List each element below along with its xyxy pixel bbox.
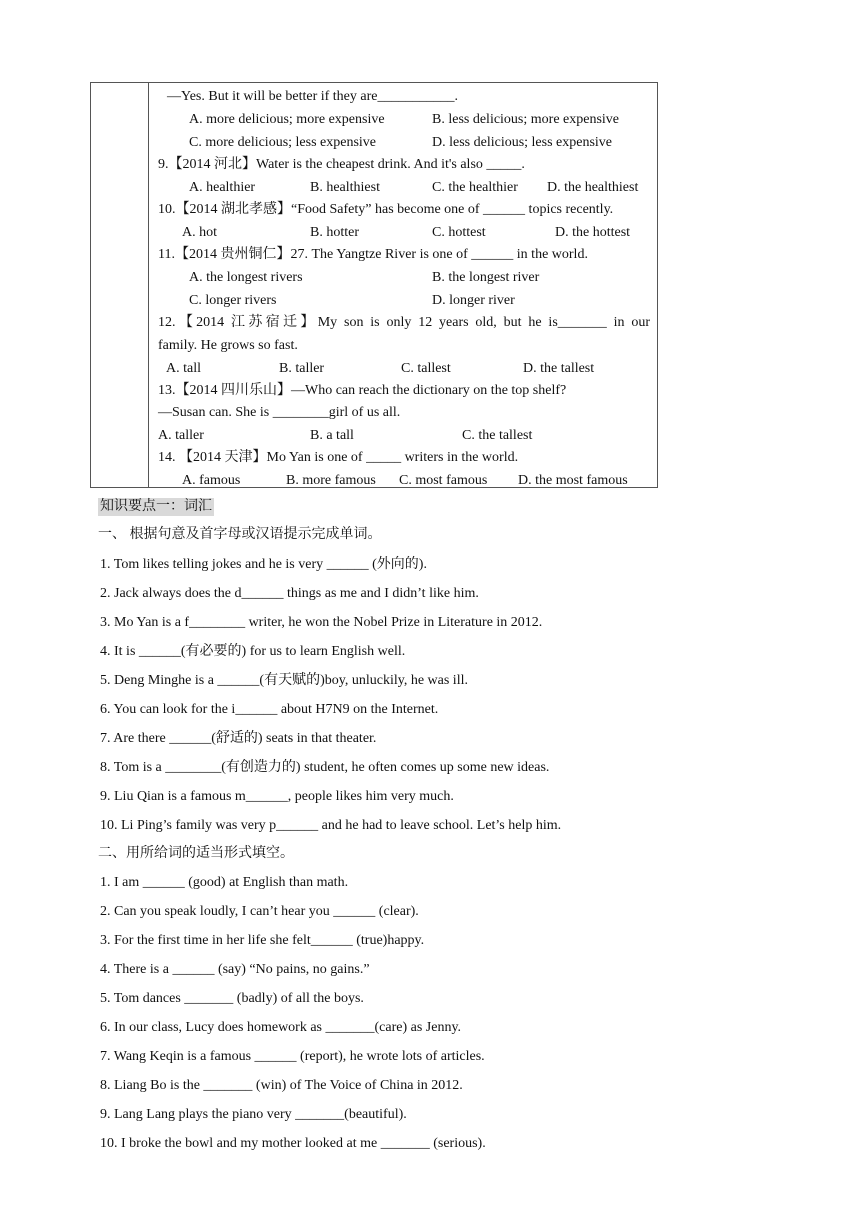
q14-option-c: C. most famous xyxy=(399,473,488,488)
part2-title: 二、用所给词的适当形式填空。 xyxy=(98,846,294,861)
list-item: 1. Tom likes telling jokes and he is very ______ (外向的). xyxy=(100,557,427,572)
list-item: 7. Are there ______(舒适的) seats in that theater. xyxy=(100,731,377,746)
q14-option-a: A. famous xyxy=(182,473,241,488)
q12-stem: 12.【2014 江苏宿迁】My son is only 12 years old, but he is_______ in our xyxy=(158,315,650,330)
q12-option-a: A. tall xyxy=(166,361,201,376)
list-item: 6. In our class, Lucy does homework as _______(care) as Jenny. xyxy=(100,1020,462,1035)
list-item: 2. Can you speak loudly, I can’t hear you ______ (clear). xyxy=(100,904,419,919)
list-item: 6. You can look for the i______ about H7N9 on the Internet. xyxy=(100,702,439,717)
q10-stem: 10.【2014 湖北孝感】“Food Safety” has become one of ______ topics recently. xyxy=(158,202,614,217)
q14-option-b: B. more famous xyxy=(286,473,376,488)
q11-option-d: D. longer river xyxy=(432,293,515,308)
list-item: 2. Jack always does the d______ things as me and I didn’t like him. xyxy=(100,586,479,601)
q10-option-a: A. hot xyxy=(182,225,217,240)
q12-option-b: B. taller xyxy=(279,361,325,376)
list-item: 7. Wang Keqin is a famous ______ (report), he wrote lots of articles. xyxy=(100,1049,485,1064)
q14-stem: 14. 【2014 天津】Mo Yan is one of _____ writers in the world. xyxy=(158,450,519,465)
q10-option-c: C. hottest xyxy=(432,225,486,240)
q9-option-c: C. the healthier xyxy=(432,180,518,195)
q9-option-a: A. healthier xyxy=(189,180,256,195)
q11-option-b: B. the longest river xyxy=(432,270,540,285)
q13-option-c: C. the tallest xyxy=(462,428,533,443)
q13-stem: 13.【2014 四川乐山】—Who can reach the dictionary on the top shelf? xyxy=(158,383,567,398)
list-item: 9. Lang Lang plays the piano very _______(beautiful). xyxy=(100,1107,407,1122)
question-table xyxy=(90,82,658,488)
q12-stem-cont: family. He grows so fast. xyxy=(158,338,298,353)
q13-option-b: B. a tall xyxy=(310,428,354,443)
list-item: 8. Liang Bo is the _______ (win) of The Voice of China in 2012. xyxy=(100,1078,463,1093)
list-item: 10. Li Ping’s family was very p______ and he had to leave school. Let’s help him. xyxy=(100,818,562,833)
q10-option-b: B. hotter xyxy=(310,225,359,240)
list-item: 3. For the first time in her life she felt______ (true)happy. xyxy=(100,933,425,948)
q8-option-a: A. more delicious; more expensive xyxy=(189,112,385,127)
list-item: 5. Tom dances _______ (badly) of all the boys. xyxy=(100,991,364,1006)
list-item: 4. There is a ______ (say) “No pains, no gains.” xyxy=(100,962,370,977)
q13-option-a: A. taller xyxy=(158,428,204,443)
q10-option-d: D. the hottest xyxy=(555,225,631,240)
list-item: 4. It is ______(有必要的) for us to learn English well. xyxy=(100,644,406,659)
q14-option-d: D. the most famous xyxy=(518,473,628,488)
q11-option-a: A. the longest rivers xyxy=(189,270,303,285)
q11-stem: 11.【2014 贵州铜仁】27. The Yangtze River is one of ______ in the world. xyxy=(158,247,588,262)
q8-option-c: C. more delicious; less expensive xyxy=(189,135,377,150)
q12-option-d: D. the tallest xyxy=(523,361,595,376)
q8-option-d: D. less delicious; less expensive xyxy=(432,135,613,150)
part1-title: 一、 根据句意及首字母或汉语提示完成单词。 xyxy=(98,527,382,542)
list-item: 1. I am ______ (good) at English than math. xyxy=(100,875,349,890)
q9-option-b: B. healthiest xyxy=(310,180,380,195)
q8-reply: —Yes. But it will be better if they are___________. xyxy=(167,89,458,104)
q11-option-c: C. longer rivers xyxy=(189,293,277,308)
list-item: 9. Liu Qian is a famous m______, people likes him very much. xyxy=(100,789,454,804)
q13-reply: —Susan can. She is ________girl of us all. xyxy=(158,405,401,420)
question-cell xyxy=(149,83,657,487)
list-item: 10. I broke the bowl and my mother looked at me _______ (serious). xyxy=(100,1136,486,1151)
q8-option-b: B. less delicious; more expensive xyxy=(432,112,620,127)
q9-stem: 9.【2014 河北】Water is the cheapest drink. And it's also _____. xyxy=(158,157,525,172)
q12-option-c: C. tallest xyxy=(401,361,451,376)
list-item: 5. Deng Minghe is a ______(有天赋的)boy, unluckily, he was ill. xyxy=(100,673,468,688)
q9-option-d: D. the healthiest xyxy=(547,180,639,195)
list-item: 8. Tom is a ________(有创造力的) student, he often comes up some new ideas. xyxy=(100,760,550,775)
section-heading: 知识要点一：词汇 xyxy=(100,499,212,514)
list-item: 3. Mo Yan is a f________ writer, he won the Nobel Prize in Literature in 2012. xyxy=(100,615,543,630)
